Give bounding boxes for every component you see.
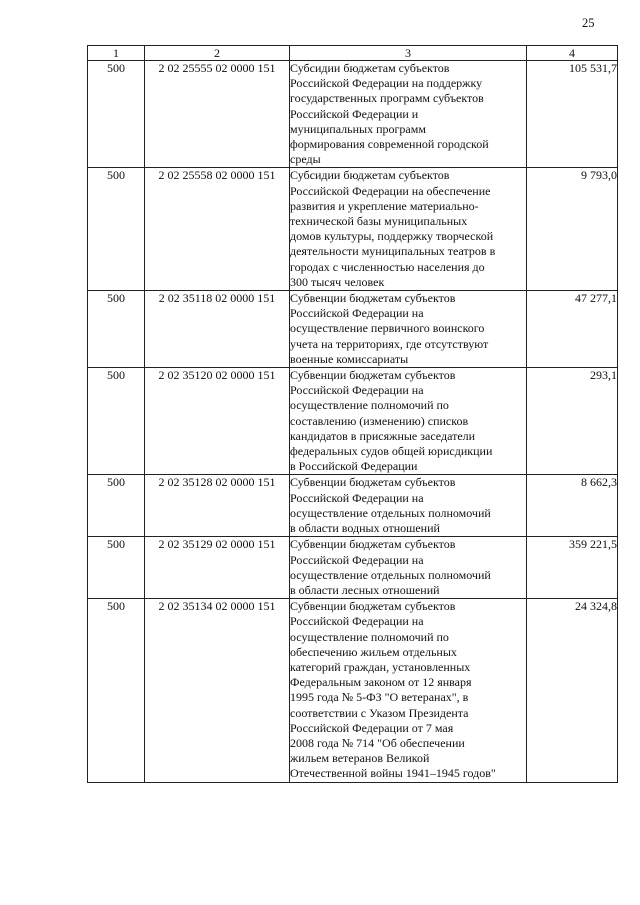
description-line: военные комиссариаты xyxy=(290,351,409,366)
amount-cell: 293,1 xyxy=(527,368,618,475)
amount-cell: 24 324,8 xyxy=(527,599,618,782)
description-lines xyxy=(290,168,526,290)
admin-code-cell: 500 xyxy=(88,168,145,291)
description-line: осуществление первичного воинского xyxy=(290,321,485,336)
description-cell xyxy=(290,475,527,537)
description-line: Российской Федерации и xyxy=(290,106,419,121)
classification-code-cell: 2 02 25555 02 0000 151 xyxy=(145,61,290,168)
description-cell xyxy=(290,168,527,291)
amount-cell: 47 277,1 xyxy=(527,291,618,368)
description-line: осуществление полномочий по xyxy=(290,398,449,413)
description-line: федеральных судов общей юрисдикции xyxy=(290,444,493,459)
description-line: Российской Федерации на обеспечение xyxy=(290,183,491,198)
description-line: обеспечению жильем отдельных xyxy=(290,644,457,659)
description-lines xyxy=(290,599,526,781)
description-line: 300 тысяч человек xyxy=(290,274,385,289)
admin-code-cell: 500 xyxy=(88,537,145,599)
description-lines xyxy=(290,291,526,367)
table-row xyxy=(88,368,618,475)
description-cell xyxy=(290,291,527,368)
description-line: Отечественной войны 1941–1945 годов" xyxy=(290,766,496,781)
description-line: осуществление отдельных полномочий xyxy=(290,567,491,582)
description-line: жильем ветеранов Великой xyxy=(290,751,430,766)
description-cell xyxy=(290,368,527,475)
admin-code-cell: 500 xyxy=(88,475,145,537)
description-line: в области лесных отношений xyxy=(290,582,440,597)
table-row xyxy=(88,291,618,368)
description-line: Российской Федерации на xyxy=(290,306,424,321)
description-cell xyxy=(290,537,527,599)
description-line: составлению (изменению) списков xyxy=(290,413,469,428)
table-row xyxy=(88,599,618,782)
classification-code-cell: 2 02 35120 02 0000 151 xyxy=(145,368,290,475)
classification-code-cell: 2 02 35128 02 0000 151 xyxy=(145,475,290,537)
description-line: городах с численностью населения до xyxy=(290,259,485,274)
admin-code-cell: 500 xyxy=(88,291,145,368)
description-line: формирования современной городской xyxy=(290,137,489,152)
admin-code-cell: 500 xyxy=(88,61,145,168)
header-col-1: 1 xyxy=(88,46,145,61)
description-line: 2008 года № 714 "Об обеспечении xyxy=(290,735,465,750)
description-line: Федеральным законом от 12 января xyxy=(290,675,472,690)
description-line: соответствии с Указом Президента xyxy=(290,705,469,720)
table-row xyxy=(88,168,618,291)
description-line: Субсидии бюджетам субъектов xyxy=(290,168,450,183)
description-line: Субвенции бюджетам субъектов xyxy=(290,291,456,306)
description-lines xyxy=(290,537,526,598)
table-row xyxy=(88,537,618,599)
description-line: категорий граждан, установленных xyxy=(290,659,471,674)
header-col-3: 3 xyxy=(290,46,527,61)
admin-code-cell: 500 xyxy=(88,599,145,782)
description-line: 1995 года № 5-ФЗ "О ветеранах", в xyxy=(290,690,469,705)
description-line: среды xyxy=(290,152,321,167)
table-row xyxy=(88,475,618,537)
description-line: Российской Федерации на поддержку xyxy=(290,76,483,91)
description-cell xyxy=(290,599,527,782)
classification-code-cell: 2 02 35134 02 0000 151 xyxy=(145,599,290,782)
description-line: деятельности муниципальных театров в xyxy=(290,244,496,259)
description-line: Российской Федерации от 7 мая xyxy=(290,720,454,735)
description-line: в области водных отношений xyxy=(290,521,440,536)
description-line: государственных программ субъектов xyxy=(290,91,484,106)
description-line: муниципальных программ xyxy=(290,121,426,136)
description-line: Российской Федерации на xyxy=(290,490,424,505)
description-lines xyxy=(290,475,526,536)
description-line: Субсидии бюджетам субъектов xyxy=(290,61,450,75)
description-line: кандидатов в присяжные заседатели xyxy=(290,428,476,443)
description-line: учета на территориях, где отсутствуют xyxy=(290,336,489,351)
classification-code-cell: 2 02 35129 02 0000 151 xyxy=(145,537,290,599)
description-line: Российской Федерации на xyxy=(290,614,424,629)
amount-cell: 9 793,0 xyxy=(527,168,618,291)
description-line: в Российской Федерации xyxy=(290,459,418,474)
budget-table-body xyxy=(88,46,618,783)
description-line: Субвенции бюджетам субъектов xyxy=(290,475,456,490)
table-row xyxy=(88,61,618,168)
description-line: осуществление полномочий по xyxy=(290,629,449,644)
description-line: развития и укрепление материально- xyxy=(290,198,479,213)
header-col-2: 2 xyxy=(145,46,290,61)
description-line: Субвенции бюджетам субъектов xyxy=(290,368,456,383)
description-lines xyxy=(290,61,526,167)
admin-code-cell: 500 xyxy=(88,368,145,475)
page-number: 25 xyxy=(582,16,595,30)
description-line: технической базы муниципальных xyxy=(290,214,468,229)
description-line: Субвенции бюджетам субъектов xyxy=(290,537,456,552)
header-row xyxy=(88,46,618,61)
budget-table xyxy=(87,45,618,783)
description-line: Российской Федерации на xyxy=(290,552,424,567)
description-cell xyxy=(290,61,527,168)
description-line: осуществление отдельных полномочий xyxy=(290,505,491,520)
classification-code-cell: 2 02 25558 02 0000 151 xyxy=(145,168,290,291)
description-line: Российской Федерации на xyxy=(290,383,424,398)
amount-cell: 105 531,7 xyxy=(527,61,618,168)
amount-cell: 8 662,3 xyxy=(527,475,618,537)
amount-cell: 359 221,5 xyxy=(527,537,618,599)
description-lines xyxy=(290,368,526,474)
classification-code-cell: 2 02 35118 02 0000 151 xyxy=(145,291,290,368)
description-line: Субвенции бюджетам субъектов xyxy=(290,599,456,614)
description-line: домов культуры, поддержку творческой xyxy=(290,229,494,244)
header-col-4: 4 xyxy=(527,46,618,61)
